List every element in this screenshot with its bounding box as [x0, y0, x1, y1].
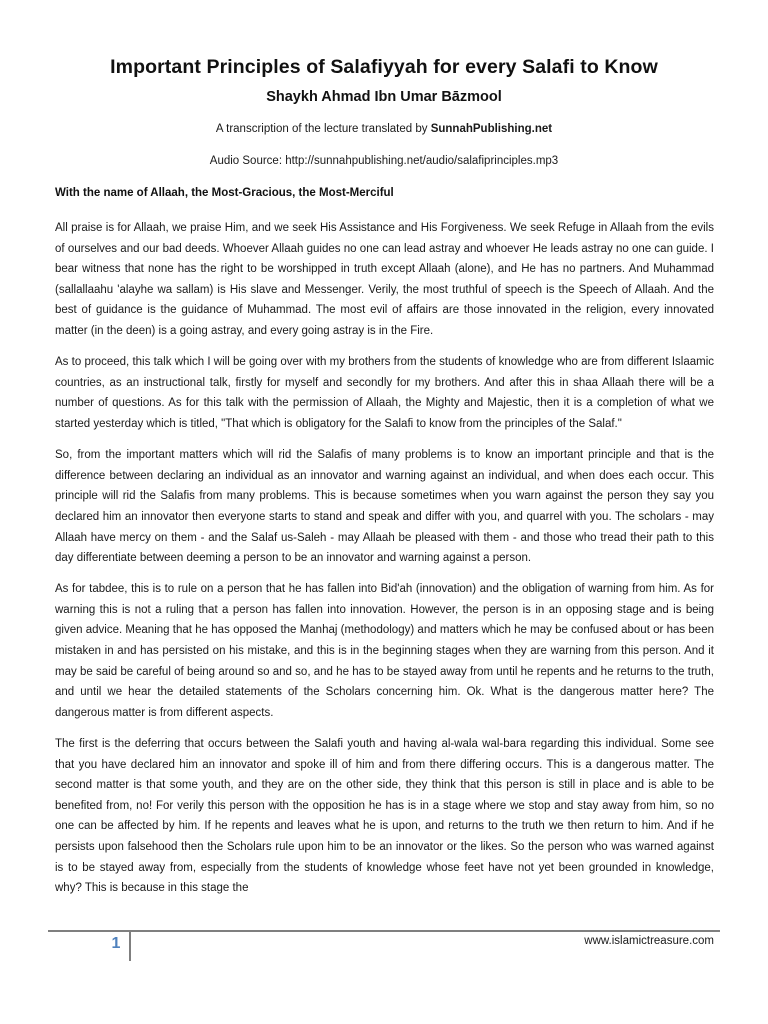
footer-website: www.islamictreasure.com	[584, 935, 714, 947]
bismillah-heading: With the name of Allaah, the Most-Gracious, the Most-Merciful	[55, 187, 394, 199]
footer-divider	[129, 932, 131, 961]
body-text	[55, 218, 714, 909]
footer-rule	[48, 930, 720, 932]
audio-source: Audio Source: http://sunnahpublishing.net/audio/salafiprinciples.mp3	[209, 155, 559, 167]
page-number: 1	[111, 935, 121, 952]
transcription-note	[0, 123, 768, 135]
transcription-prefix: A transcription of the lecture translated by	[215, 123, 431, 135]
paragraph-3: So, from the important matters which will rid the Salafis of many problems is to know an important principle and that is the difference between declaring an individual as an innovator and warning against an individual, and when does each occur. This principle will rid the Salafis from many problems. This is because sometimes when you warn against the person they say you declared him an innovator then everyone starts to stand and speak and differ with you, and quarrel with you. The scholars - may Allaah have mercy on them - and the Salaf us-Saleh - may Allaah be pleased with them - and those who tread their path to this day differentiate between deeming a person to be an innovator and warning against a person.	[55, 449, 714, 565]
paragraph-1: All praise is for Allaah, we praise Him, and we seek His Assistance and His Forgiveness. We seek Refuge in Allaah from the evils of ourselves and our bad deeds. Whoever Allaah guides no one can lead astray and whoever He leads astray no one can guide. I bear witness that none has the right to be worshipped in truth except Allaah (alone), and He has no partners. And Muhammad (sallallaahu 'alayhe wa sallam) is His slave and Messenger. Verily, the most truthful of speech is the Speech of Allaah. And the best of guidance is the guidance of Muhammad. The most evil of affairs are those innovated in the religion, every innovated matter (in the deen) is a going astray, and every going astray is in the Fire.	[55, 222, 714, 337]
paragraph-5: The first is the deferring that occurs between the Salafi youth and having al-wala wal-bara regarding this individual. Some see that you have declared him an innovator and spoke ill of him and from there differing occurs. This is a dangerous matter. The second matter is that some youth, and they are on the other side, they think that this person is still in place and is able to be benefited from, no! For verily this person with the opposition he has is in a stage where we stop and stay away from him, so no one can be affected by him. If he repents and leaves what he is upon, and returns to the truth we then return to him. And if he persists upon falsehood then the Scholars rule upon him to be an innovator or the likes. So the person who was warned against is to be stayed away from, especially from the students of knowledge whose feet have not yet been grounded in knowledge, why? This is because in this stage the	[55, 738, 714, 895]
paragraph-4: As for tabdee, this is to rule on a person that he has fallen into Bid'ah (innovation) and the obligation of warning from him. As for warning this is not a ruling that a person has fallen into innovation. However, the person is in an opposing stage and is being given advice. Meaning that he has opposed the Manhaj (methodology) and matters which he may be confused about or has been mistaken in and has persisted on his mistake, and this is in the beginning stages when they are warning from this person. And it may be said be careful of being around so and so, and he has to be stayed away from until he repents and he returns to the truth, and until we hear the detailed statements of the Scholars concerning him. Ok. What is the dangerous matter here? The dangerous matter is from different aspects.	[55, 583, 714, 719]
author-name: Shaykh Ahmad Ibn Umar Bāzmool	[266, 89, 502, 105]
paragraph-2: As to proceed, this talk which I will be going over with my brothers from the students of knowledge who are from different Islaamic countries, as an instructional talk, firstly for myself and secondly for my brothers. And after this in shaa Allaah there will be a number of questions. As for this talk with the permission of Allaah, the Mighty and Majestic, then it is a completion of what we started yesterday which is titled, "That which is obligatory for the Salafi to know from the principles of the Salaf."	[55, 356, 714, 430]
document-title: Important Principles of Salafiyyah for every Salafi to Know	[110, 56, 658, 78]
transcription-source: SunnahPublishing.net	[430, 123, 553, 135]
